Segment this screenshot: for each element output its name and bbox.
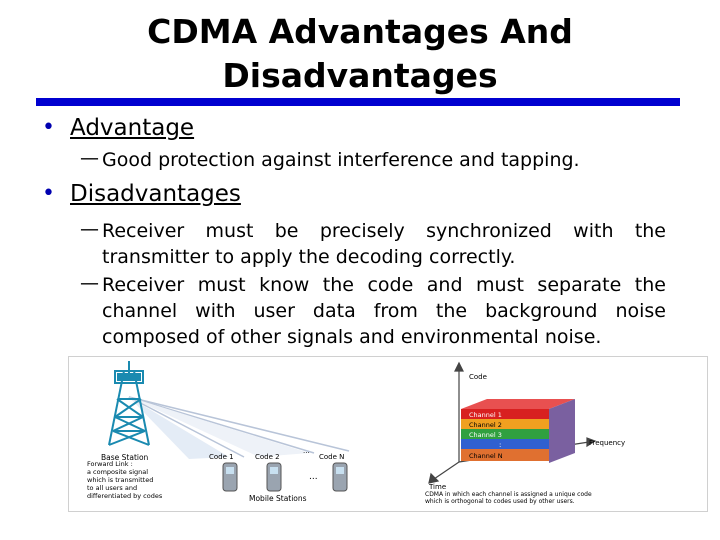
- forward-link-line-2: a composite signal: [87, 468, 149, 476]
- slide-title: [0, 10, 720, 98]
- axis-frequency-label: Frequency: [589, 439, 626, 447]
- caption-line-2: which is orthogonal to codes used by other users.: [425, 498, 575, 505]
- channel-ellipsis-label: :: [499, 441, 502, 449]
- base-station-label: Base Station: [101, 453, 149, 462]
- forward-link-line-4: to all users and: [87, 484, 138, 492]
- title-line-1: CDMA Advantages And: [147, 12, 573, 51]
- channel-n-label: Channel N: [469, 452, 503, 460]
- bullet-icon: •: [42, 115, 55, 140]
- dash-icon: —: [80, 147, 99, 169]
- forward-link-line-1: Forward Link :: [87, 460, 133, 468]
- channel-3-label: Channel 3: [469, 431, 502, 439]
- mobile-stations-label: Mobile Stations: [249, 494, 307, 503]
- cdma-figure-svg: [69, 357, 707, 511]
- mobile-phone-icon: [333, 463, 347, 491]
- code-label-2: Code 2: [255, 453, 280, 461]
- mobile-phone-icon: [223, 463, 237, 491]
- channel-2-label: Channel 2: [469, 421, 502, 429]
- forward-link-line-3: which is transmitted: [87, 476, 154, 484]
- disadvantage-item-1: Receiver must be precisely synchronized with the transmitter to apply the decoding correctly.: [102, 220, 666, 268]
- mobile-phone-icon: [267, 463, 281, 491]
- title-line-2: Disadvantages: [222, 56, 498, 95]
- dash-icon: —: [80, 218, 99, 240]
- cdma-illustration: [68, 356, 708, 512]
- code-label-n: Code N: [319, 453, 345, 461]
- disadvantage-item-2: Receiver must know the code and must separate the channel with user data from the background noise composed of other signals and environmental noise.: [102, 274, 666, 348]
- advantage-item: Good protection against interference and tapping.: [102, 149, 580, 171]
- title-divider: [36, 98, 680, 106]
- dash-icon: —: [80, 272, 99, 294]
- section-heading-disadvantages: Disadvantages: [70, 181, 241, 207]
- bullet-icon: •: [42, 181, 55, 206]
- ellipsis-top: ...: [303, 447, 310, 455]
- forward-link-line-5: differentiated by codes: [87, 492, 163, 500]
- axis-time-label: Time: [429, 483, 447, 491]
- axis-code-label: Code: [469, 373, 487, 381]
- channel-1-label: Channel 1: [469, 411, 502, 419]
- caption-line-1: CDMA in which each channel is assigned a unique code: [425, 491, 592, 498]
- signal-beams: [129, 397, 349, 459]
- section-heading-advantage: Advantage: [70, 115, 195, 141]
- ellipsis-phones: ...: [309, 472, 318, 482]
- code-label-1: Code 1: [209, 453, 234, 461]
- channel-gap-band: [461, 439, 549, 449]
